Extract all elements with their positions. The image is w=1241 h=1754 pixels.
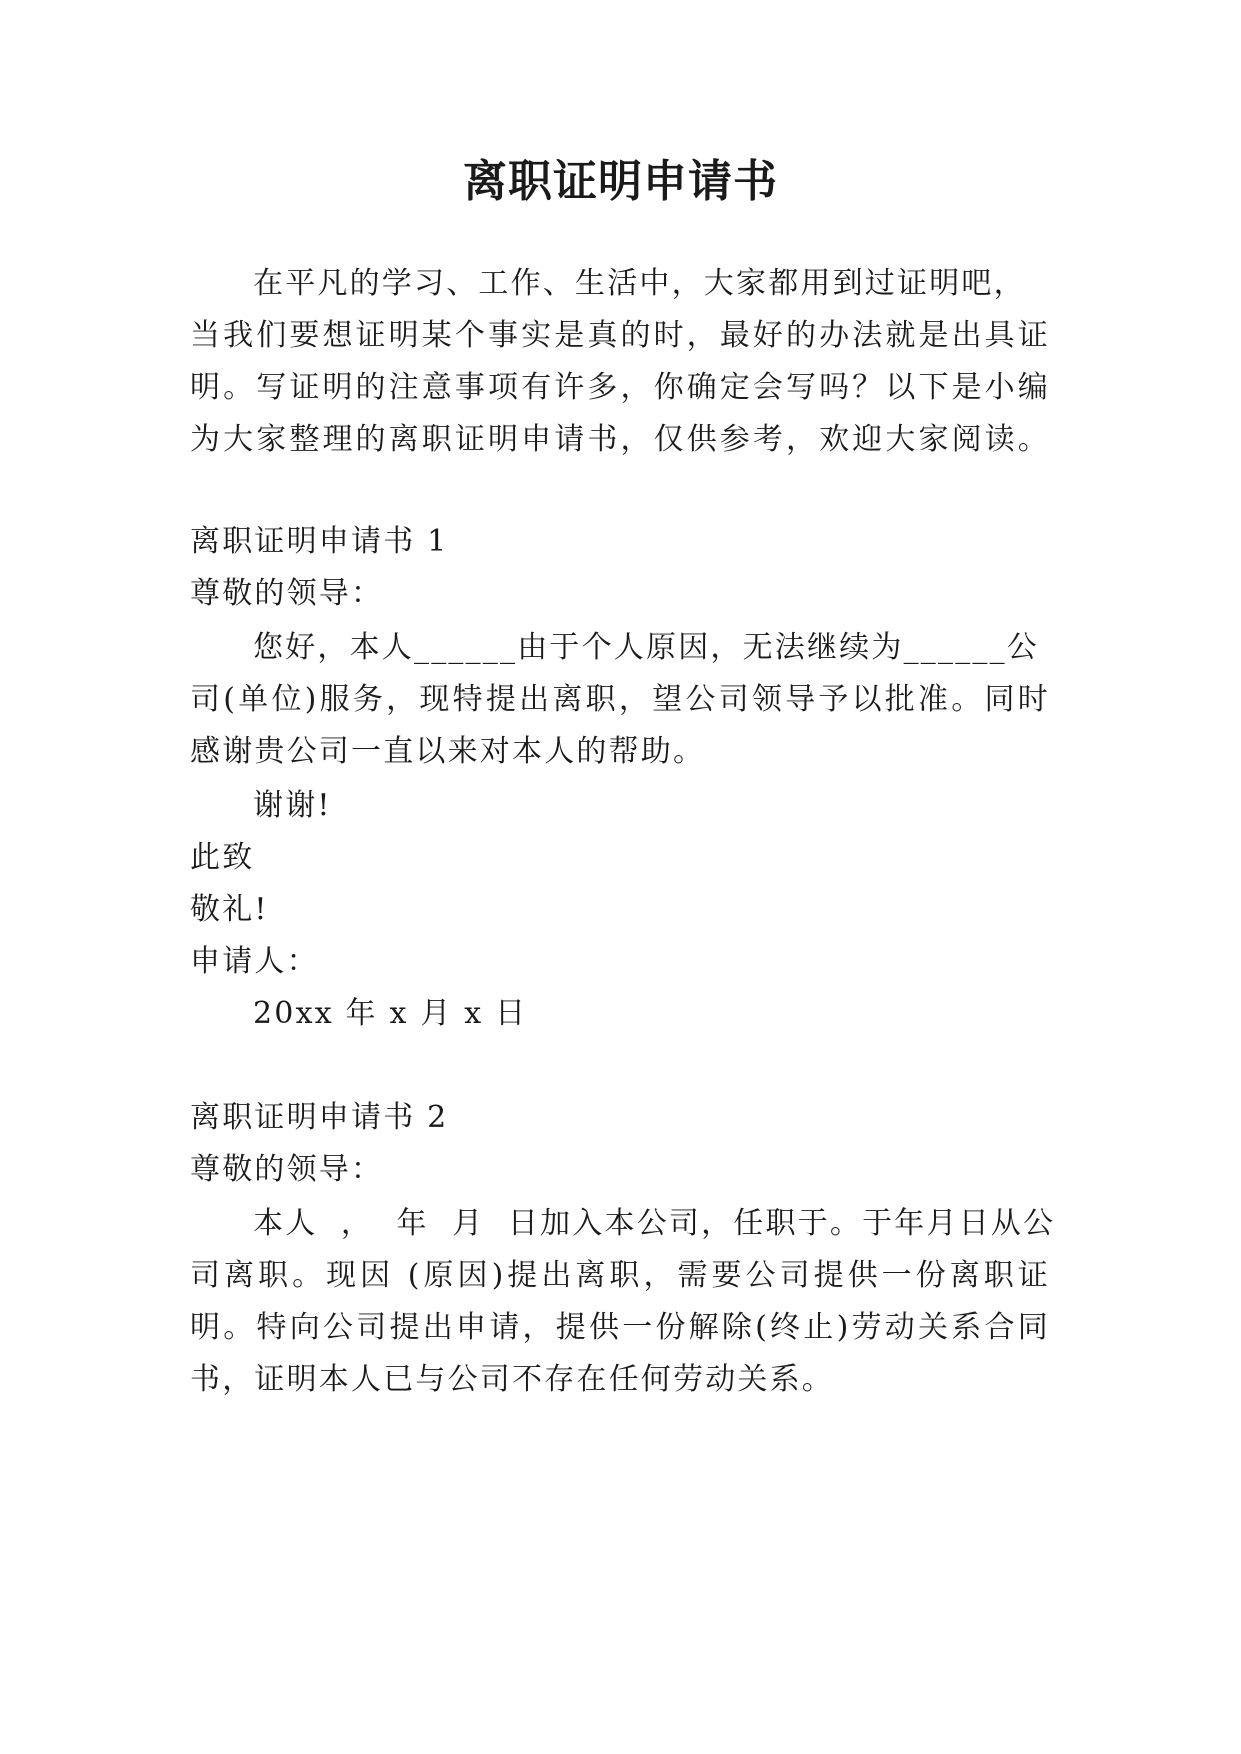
letter1-thanks: 谢谢! — [253, 788, 332, 823]
letter2-salutation: 尊敬的领导： — [190, 1152, 384, 1187]
document-title: 离职证明申请书 — [463, 156, 778, 207]
intro-line: 明。写证明的注意事项有许多，你确定会写吗？以下是小编 — [190, 370, 1050, 405]
letter1-heading: 离职证明申请书 1 — [190, 524, 449, 559]
letter2-body-line: 明。特向公司提出申请，提供一份解除(终止)劳动关系合同 — [190, 1310, 1050, 1345]
letter2-body-line: 书，证明本人已与公司不存在任何劳动关系。 — [190, 1362, 834, 1397]
letter1-closing: 敬礼! — [190, 892, 269, 927]
intro-line: 在平凡的学习、工作、生活中，大家都用到过证明吧， — [253, 266, 1026, 301]
letter1-closing: 此致 — [190, 840, 255, 875]
letter1-applicant: 申请人： — [190, 944, 319, 979]
letter1-body-line: 您好，本人______由于个人原因，无法继续为______公 — [253, 630, 1039, 665]
letter2-body-line: 本人 ， 年 月 日加入本公司，任职于。于年月日从公 — [253, 1206, 1056, 1241]
letter2-body-line: 司离职。现因 (原因)提出离职，需要公司提供一份离职证 — [190, 1258, 1050, 1293]
letter1-date: 20xx 年 x 月 x 日 — [253, 996, 528, 1031]
letter2-heading: 离职证明申请书 2 — [190, 1100, 449, 1135]
letter1-salutation: 尊敬的领导： — [190, 576, 384, 611]
intro-line: 当我们要想证明某个事实是真的时，最好的办法就是出具证 — [190, 318, 1050, 353]
letter1-body-line: 感谢贵公司一直以来对本人的帮助。 — [190, 734, 706, 769]
letter1-body-line: 司(单位)服务，现特提出离职，望公司领导予以批准。同时 — [190, 682, 1050, 717]
intro-line: 为大家整理的离职证明申请书，仅供参考，欢迎大家阅读。 — [190, 422, 1050, 457]
